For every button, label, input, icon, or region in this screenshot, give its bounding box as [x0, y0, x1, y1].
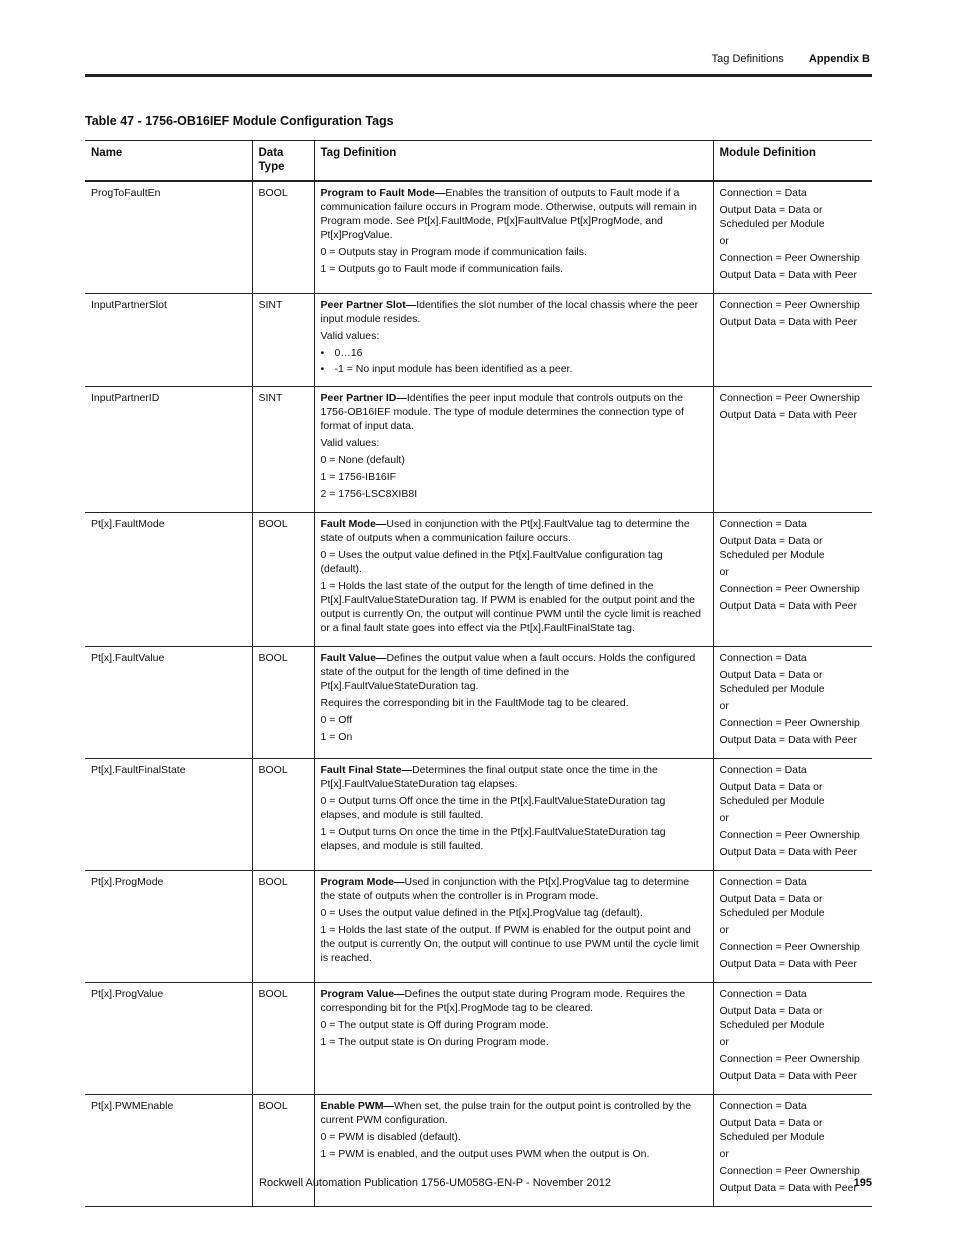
definition-term: Program Value— — [320, 988, 405, 1000]
module-definition-line: Output Data = Data or Scheduled per Module — [719, 204, 825, 230]
definition-line: 0 = PWM is disabled (default). — [320, 1131, 461, 1143]
definition-paragraph — [321, 1099, 707, 1127]
tag-definition-cell — [314, 387, 713, 513]
definition-text: Enables the transition of outputs to Fault mode if a communication failure occurs in Program mode. Otherwise, outputs will remain in Program mode. See Pt[x].FaultMode, Pt[x]FaultValue Pt[x]ProgMode, and Pt[x]ProgValue. — [320, 187, 697, 241]
module-definition-line: Connection = Peer Ownership — [719, 941, 860, 953]
module-definition-line: Output Data = Data with Peer — [719, 734, 857, 746]
definition-text: Determines the final output state once the time in the Pt[x].FaultValueStateDuration tag elapses. — [320, 764, 658, 790]
tag-definition-cell — [314, 294, 713, 387]
definition-term: Fault Final State— — [320, 764, 413, 776]
module-definition-line: or — [719, 700, 729, 712]
tag-name-cell: InputPartnerSlot — [85, 294, 252, 387]
tag-name-cell: ProgToFaultEn — [85, 181, 252, 294]
header-rule — [85, 74, 872, 77]
module-definition-line: Connection = Peer Ownership — [719, 252, 860, 264]
definition-term: Program to Fault Mode— — [320, 187, 446, 199]
module-definition-line: or — [719, 235, 729, 247]
definition-line: 0 = Uses the output value defined in the Pt[x].ProgValue tag (default). — [320, 907, 643, 919]
module-definition-cell — [713, 1095, 872, 1207]
module-definition-cell — [713, 983, 872, 1095]
table-row — [85, 983, 872, 1095]
module-definition-cell — [713, 181, 872, 294]
table-title: Table 47 - 1756-OB16IEF Module Configuration Tags — [85, 114, 394, 128]
data-type-cell: BOOL — [252, 983, 314, 1095]
definition-line: 0 = Outputs stay in Program mode if communication fails. — [320, 246, 587, 258]
data-type-cell: BOOL — [252, 181, 314, 294]
definition-term: Peer Partner Slot— — [320, 299, 417, 311]
module-definition-line: Connection = Peer Ownership — [719, 1053, 860, 1065]
module-definition-line: Connection = Peer Ownership — [719, 717, 860, 729]
definition-text: Used in conjunction with the Pt[x].FaultValue tag to determine the state of outputs when a communication failure occurs. — [320, 518, 690, 544]
data-type-cell: BOOL — [252, 1095, 314, 1207]
page-number: 195 — [853, 1177, 872, 1189]
module-definition-line: or — [719, 1148, 729, 1160]
table-row — [85, 1095, 872, 1207]
module-definition-line: Output Data = Data or Scheduled per Module — [719, 1117, 825, 1143]
definition-term: Fault Value— — [320, 652, 387, 664]
module-definition-line: Output Data = Data with Peer — [719, 269, 857, 281]
definition-line: 1 = 1756-IB16IF — [320, 471, 397, 483]
table-row — [85, 647, 872, 759]
tag-definition-cell — [314, 513, 713, 647]
definition-line: Valid values: — [320, 437, 380, 449]
definition-paragraph — [321, 391, 707, 433]
table-row — [85, 181, 872, 294]
module-definition-line: Connection = Data — [719, 518, 807, 530]
tag-definition-cell — [314, 1095, 713, 1207]
module-definition-cell — [713, 387, 872, 513]
definition-line: 0 = None (default) — [320, 454, 405, 466]
module-definition-line: Connection = Data — [719, 764, 807, 776]
definition-term: Peer Partner ID— — [320, 392, 407, 404]
tag-name-cell: Pt[x].ProgMode — [85, 871, 252, 983]
module-definition-line: Connection = Peer Ownership — [719, 299, 860, 311]
definition-line: 1 = Holds the last state of the output for the length of time defined in the Pt[x].FaultValueStateDuration tag. If PWM is enabled for the output point and the output is currently On, the output will continue PWM until the cycle limit is reached or a final fault state goes into effect via the Pt[x].FaultFinalState tag. — [320, 580, 702, 634]
tag-name-cell: InputPartnerID — [85, 387, 252, 513]
module-definition-line: Output Data = Data with Peer — [719, 846, 857, 858]
module-definition-cell — [713, 871, 872, 983]
module-definition-line: Output Data = Data with Peer — [719, 409, 857, 421]
module-definition-line: Connection = Data — [719, 988, 807, 1000]
definition-text: Identifies the slot number of the local chassis where the peer input module resides. — [320, 299, 699, 325]
footer-publication: Rockwell Automation Publication 1756-UM058G-EN-P - November 2012 — [259, 1177, 611, 1189]
module-definition-line: Connection = Data — [719, 652, 807, 664]
definition-paragraph — [321, 298, 707, 326]
column-header-tag-definition: Tag Definition — [314, 141, 713, 182]
running-header — [712, 53, 870, 65]
definition-line: Valid values: — [320, 330, 380, 342]
header-appendix: Appendix B — [808, 53, 870, 65]
definition-paragraph — [321, 517, 707, 545]
definition-paragraph — [321, 186, 707, 242]
data-type-cell: SINT — [252, 387, 314, 513]
data-type-cell: SINT — [252, 294, 314, 387]
data-type-cell: BOOL — [252, 871, 314, 983]
module-definition-line: Output Data = Data with Peer — [719, 1070, 857, 1082]
definition-text: Defines the output state during Program mode. Requires the corresponding bit for the Pt[x].ProgMode tag to be cleared. — [320, 988, 686, 1014]
data-type-cell: BOOL — [252, 759, 314, 871]
module-definition-line: Output Data = Data or Scheduled per Module — [719, 1005, 825, 1031]
tag-definition-cell — [314, 983, 713, 1095]
tag-name-cell: Pt[x].FaultValue — [85, 647, 252, 759]
data-type-cell: BOOL — [252, 647, 314, 759]
definition-paragraph — [321, 763, 707, 791]
module-definition-line: Connection = Data — [719, 187, 807, 199]
module-definition-line: Output Data = Data with Peer — [719, 316, 857, 328]
definition-bullet: • 0…16 — [321, 346, 707, 360]
module-definition-line: or — [719, 924, 729, 936]
definition-bullet: • -1 = No input module has been identified as a peer. — [321, 362, 707, 376]
definition-line: 0 = Uses the output value defined in the Pt[x].FaultValue configuration tag (default). — [320, 549, 663, 575]
definition-term: Enable PWM— — [320, 1100, 395, 1112]
module-definition-line: Connection = Peer Ownership — [719, 583, 860, 595]
tag-name-cell: Pt[x].FaultFinalState — [85, 759, 252, 871]
definition-paragraph — [321, 875, 707, 903]
definition-line: 0 = The output state is Off during Program mode. — [320, 1019, 549, 1031]
definition-line: Requires the corresponding bit in the FaultMode tag to be cleared. — [320, 697, 629, 709]
module-definition-cell — [713, 513, 872, 647]
table-row — [85, 513, 872, 647]
data-type-cell: BOOL — [252, 513, 314, 647]
definition-line: 0 = Off — [320, 714, 353, 726]
definition-line: 0 = Output turns Off once the time in the Pt[x].FaultValueStateDuration tag elapses, and module is still faulted. — [320, 795, 666, 821]
module-definition-line: Output Data = Data or Scheduled per Module — [719, 893, 825, 919]
tag-name-cell: Pt[x].FaultMode — [85, 513, 252, 647]
tag-name-cell: Pt[x].PWMEnable — [85, 1095, 252, 1207]
tag-definition-cell — [314, 759, 713, 871]
module-definition-line: or — [719, 566, 729, 578]
module-definition-line: Output Data = Data or Scheduled per Module — [719, 535, 825, 561]
definition-term: Program Mode— — [320, 876, 405, 888]
definition-term: Fault Mode— — [320, 518, 387, 530]
definition-line: 1 = Output turns On once the time in the Pt[x].FaultValueStateDuration tag elapses, and module is still faulted. — [320, 826, 666, 852]
header-section: Tag Definitions — [711, 53, 784, 65]
table-row — [85, 387, 872, 513]
definition-text: When set, the pulse train for the output point is controlled by the current PWM configuration. — [320, 1100, 692, 1126]
tag-name-cell: Pt[x].ProgValue — [85, 983, 252, 1095]
table-header-row — [85, 141, 872, 182]
definition-line: 1 = On — [320, 731, 353, 743]
module-definition-line: Output Data = Data with Peer — [719, 600, 857, 612]
module-definition-cell — [713, 294, 872, 387]
definition-text: Used in conjunction with the Pt[x].ProgValue tag to determine the state of outputs when the controller is in Program mode. — [320, 876, 690, 902]
tag-definition-cell — [314, 181, 713, 294]
definition-line: 1 = Outputs go to Fault mode if communication fails. — [320, 263, 563, 275]
tag-definition-cell — [314, 647, 713, 759]
module-definition-line: Connection = Peer Ownership — [719, 1165, 860, 1177]
module-definition-line: Output Data = Data or Scheduled per Module — [719, 669, 825, 695]
module-definition-line: Output Data = Data with Peer — [719, 1182, 857, 1194]
definition-text: Identifies the peer input module that controls outputs on the 1756-OB16IEF module. The type of module determines the connection type of format of input data. — [320, 392, 684, 432]
definition-text: Defines the output value when a fault occurs. Holds the configured state of the output for the length of time defined in the Pt[x].FaultValueStateDuration tag. — [320, 652, 696, 692]
table-row — [85, 871, 872, 983]
column-header-name: Name — [85, 141, 252, 182]
definition-line: 1 = The output state is On during Program mode. — [320, 1036, 549, 1048]
definition-paragraph — [321, 987, 707, 1015]
table-row — [85, 294, 872, 387]
module-definition-line: Connection = Peer Ownership — [719, 392, 860, 404]
module-definition-line: or — [719, 812, 729, 824]
module-definition-line: Output Data = Data or Scheduled per Module — [719, 781, 825, 807]
table-row — [85, 759, 872, 871]
module-definition-line: Connection = Peer Ownership — [719, 829, 860, 841]
column-header-data-type: Data Type — [252, 141, 314, 182]
definition-line: 1 = Holds the last state of the output. If PWM is enabled for the output point and the output is currently On, the output will continue to use PWM until the cycle limit is reached. — [320, 924, 699, 964]
config-tags-table — [85, 140, 872, 1207]
module-definition-line: Connection = Data — [719, 876, 807, 888]
tag-definition-cell — [314, 871, 713, 983]
column-header-module-definition: Module Definition — [713, 141, 872, 182]
definition-paragraph — [321, 651, 707, 693]
module-definition-cell — [713, 759, 872, 871]
module-definition-line: Connection = Data — [719, 1100, 807, 1112]
module-definition-line: Output Data = Data with Peer — [719, 958, 857, 970]
module-definition-line: or — [719, 1036, 729, 1048]
module-definition-cell — [713, 647, 872, 759]
definition-line: 1 = PWM is enabled, and the output uses PWM when the output is On. — [320, 1148, 650, 1160]
definition-line: 2 = 1756-LSC8XIB8I — [320, 488, 418, 500]
